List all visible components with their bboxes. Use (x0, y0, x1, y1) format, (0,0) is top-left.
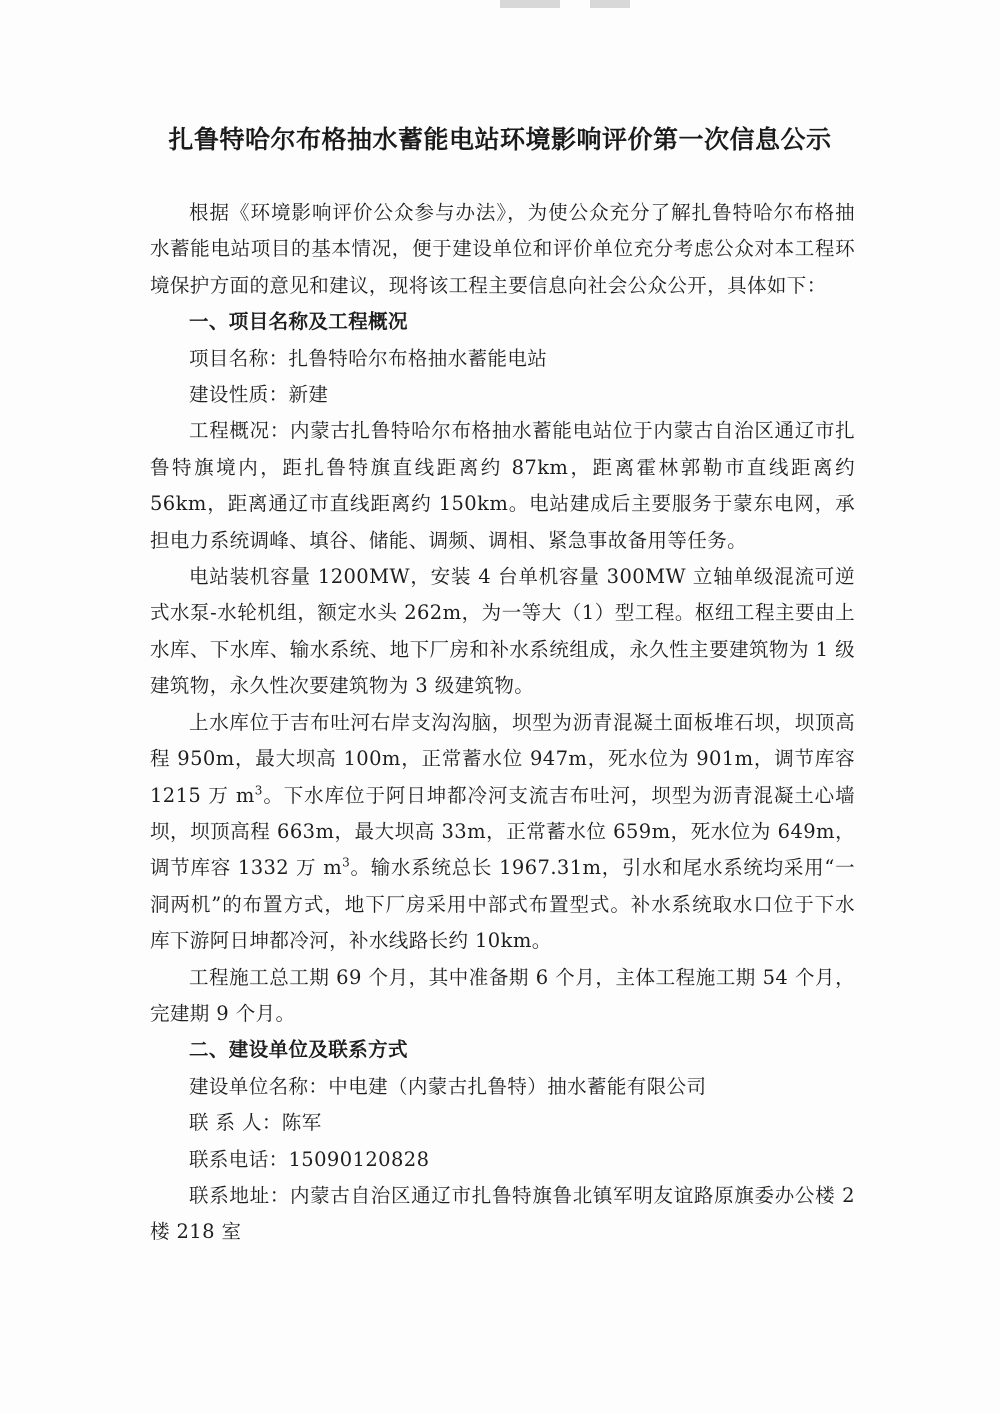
section-heading-2: 二、建设单位及联系方式 (189, 1038, 408, 1062)
reservoir-text-part1: 上水库位于吉布吐河右岸支沟沟脑，坝型为沥青混凝土面板堆石坝，坝顶高程 950m，最大坝高 100m，正常蓄水位 947m，死水位为 901m，调节库容 1215 万 m (150, 710, 855, 807)
construction-nature: 建设性质：新建 (189, 383, 329, 407)
reservoir-text-part2: 。下水库位于阿日坤都冷河支流吉布吐河，坝型为沥青混凝土心墙坝，坝顶高程 663m，最大坝高 33m，正常蓄水位 659m，死水位为 649m，调节库容 1332 万 m (150, 783, 855, 880)
project-overview: 工程概况：内蒙古扎鲁特哈尔布格抽水蓄能电站位于内蒙古自治区通辽市扎鲁特旗境内，距扎鲁特旗直线距离约 87km，距离霍林郭勒市直线距离约 56km，距离通辽市直线距离约 150km。电站建成后主要服务于蒙东电网，承担电力系统调峰、填谷、储能、调频、调相、紧急事故备用等任务。 (150, 419, 855, 552)
capacity-paragraph: 电站装机容量 1200MW，安装 4 台单机容量 300MW 立轴单级混流可逆式水泵-水轮机组，额定水头 262m，为一等大（1）型工程。枢纽工程主要由上水库、下水库、输水系统、地下厂房和补水系统组成，永久性主要建筑物为 1 级建筑物，永久性次要建筑物为 3 级建筑物。 (150, 565, 855, 698)
reservoir-text-part3: 。输水系统总长 1967.31m，引水和尾水系统均采用“一洞两机”的布置方式，地下厂房采用中部式布置型式。补水系统取水口位于下水库下游阿日坤都冷河，补水线路长约 10km。 (150, 856, 855, 953)
document-title: 扎鲁特哈尔布格抽水蓄能电站环境影响评价第一次信息公示 (168, 125, 832, 154)
scan-artifact (590, 0, 630, 8)
superscript-cubic: 3 (342, 855, 351, 870)
schedule-paragraph: 工程施工总工期 69 个月，其中准备期 6 个月，主体工程施工期 54 个月，完建期 9 个月。 (150, 965, 855, 1025)
contact-address: 联系地址：内蒙古自治区通辽市扎鲁特旗鲁北镇军明友谊路原旗委办公楼 2 楼 218 室 (150, 1183, 855, 1244)
scan-artifact (500, 0, 560, 8)
document-body (150, 195, 855, 1251)
contact-phone: 联系电话：15090120828 (189, 1147, 430, 1171)
intro-paragraph: 根据《环境影响评价公众参与办法》，为使公众充分了解扎鲁特哈尔布格抽水蓄能电站项目的基本情况，便于建设单位和评价单位充分考虑公众对本工程环境保护方面的意见和建议，现将该工程主要信息向社会公众公开，具体如下： (150, 201, 855, 297)
unit-name: 建设单位名称：中电建（内蒙古扎鲁特）抽水蓄能有限公司 (189, 1074, 707, 1098)
superscript-cubic: 3 (254, 783, 263, 797)
project-name: 项目名称：扎鲁特哈尔布格抽水蓄能电站 (189, 346, 548, 370)
reservoir-paragraph (150, 705, 855, 960)
contact-person: 联 系 人：陈军 (189, 1111, 322, 1135)
section-heading-1: 一、项目名称及工程概况 (189, 310, 408, 334)
